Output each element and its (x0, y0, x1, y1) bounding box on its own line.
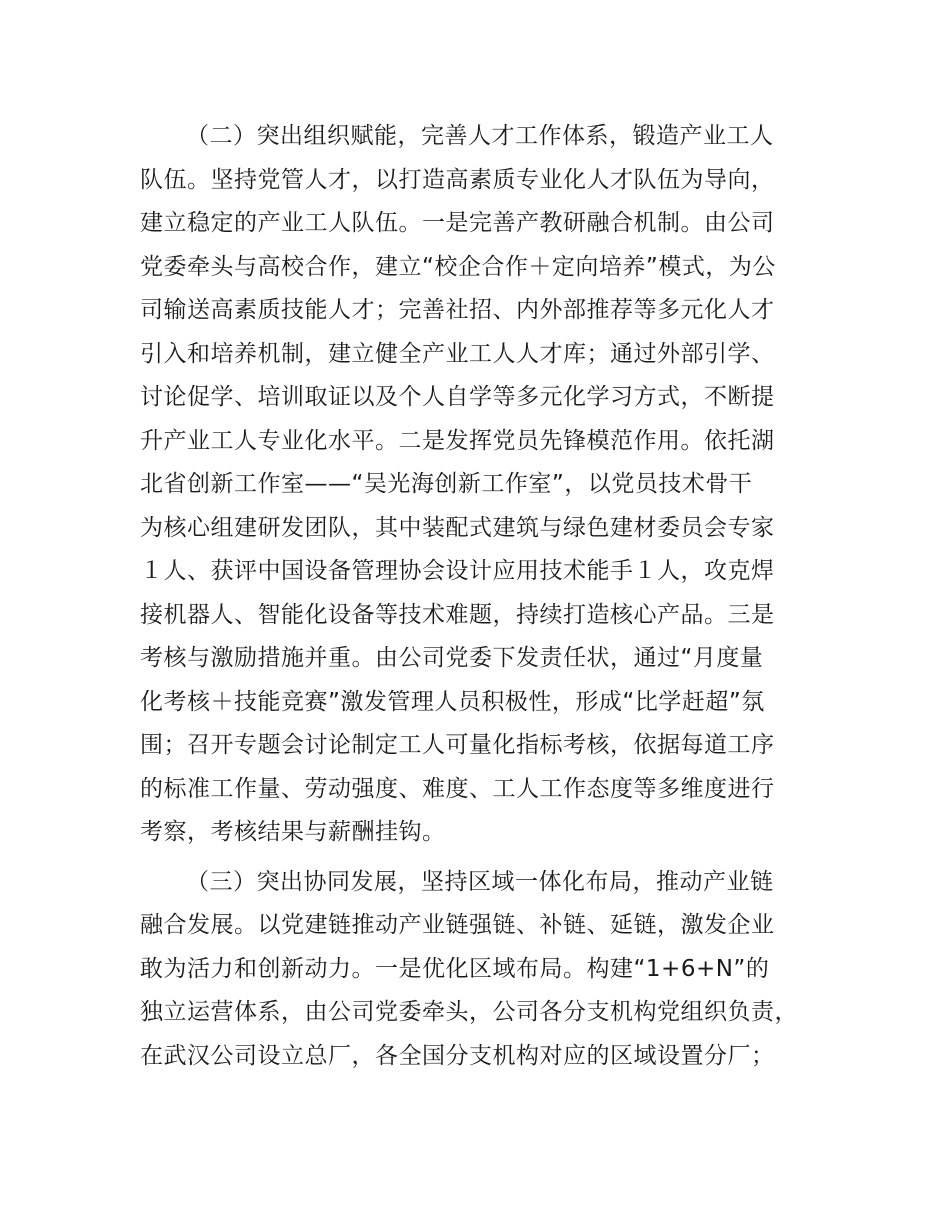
text-line: 党委牵头与高校合作，建立“校企合作＋定向培养”模式，为公 (140, 253, 776, 280)
text-line: 建立稳定的产业工人队伍。一是完善产教研融合机制。由公司 (140, 210, 775, 236)
text-line: 讨论促学、培训取证以及个人自学等多元化学习方式，不断提 (140, 384, 775, 410)
text-line: 司输送高素质技能人才；完善社招、内外部推荐等多元化人才 (140, 297, 775, 323)
text-line: 队伍。坚持党管人才，以打造高素质专业化人才队伍为导向， (140, 166, 775, 193)
text-line: 独立运营体系，由公司党委牵头，公司各分支机构党组织负责， (140, 999, 798, 1025)
text-line: 在武汉公司设立总厂，各全国分支机构对应的区域设置分厂； (140, 1042, 775, 1069)
text-line: 敢为活力和创新动力。一是优化区域布局。构建“1+6+N”的 (140, 955, 770, 982)
text-line: （三）突出协同发展，坚持区域一体化布局，推动产业链 (186, 868, 774, 895)
text-line: 融合发展。以党建链推动产业链强链、补链、延链，激发企业 (140, 912, 775, 938)
paragraph-section-two (140, 115, 830, 855)
text-line: 为核心组建研发团队，其中装配式建筑与绿色建材委员会专家 (140, 514, 775, 541)
text-line: （二）突出组织赋能，完善人才工作体系，锻造产业工人 (186, 123, 774, 149)
text-line: 北省创新工作室——“吴光海创新工作室”，以党员技术骨干 (140, 471, 753, 497)
text-line: 升产业工人专业化水平。二是发挥党员先锋模范作用。依托湖 (140, 427, 775, 454)
text-line: 化考核＋技能竞赛”激发管理人员积极性，形成“比学赶超”氛 (140, 688, 765, 715)
text-line: 的标准工作量、劳动强度、难度、工人工作态度等多维度进行 (140, 775, 775, 802)
text-line: １人、获评中国设备管理协会设计应用技术能手１人，攻克焊 (140, 558, 775, 584)
text-line: 引入和培养机制，建立健全产业工人人才库；通过外部引学、 (140, 340, 775, 367)
text-line: 接机器人、智能化设备等技术难题，持续打造核心产品。三是 (140, 601, 775, 628)
text-line: 考察，考核结果与薪酬挂钩。 (140, 819, 446, 845)
text-line: 围；召开专题会讨论制定工人可量化指标考核，依据每道工序 (140, 732, 775, 758)
text-line: 考核与激励措施并重。由公司党委下发责任状，通过“月度量 (140, 645, 764, 671)
document-body (140, 115, 830, 1078)
paragraph-section-three (140, 861, 830, 1079)
